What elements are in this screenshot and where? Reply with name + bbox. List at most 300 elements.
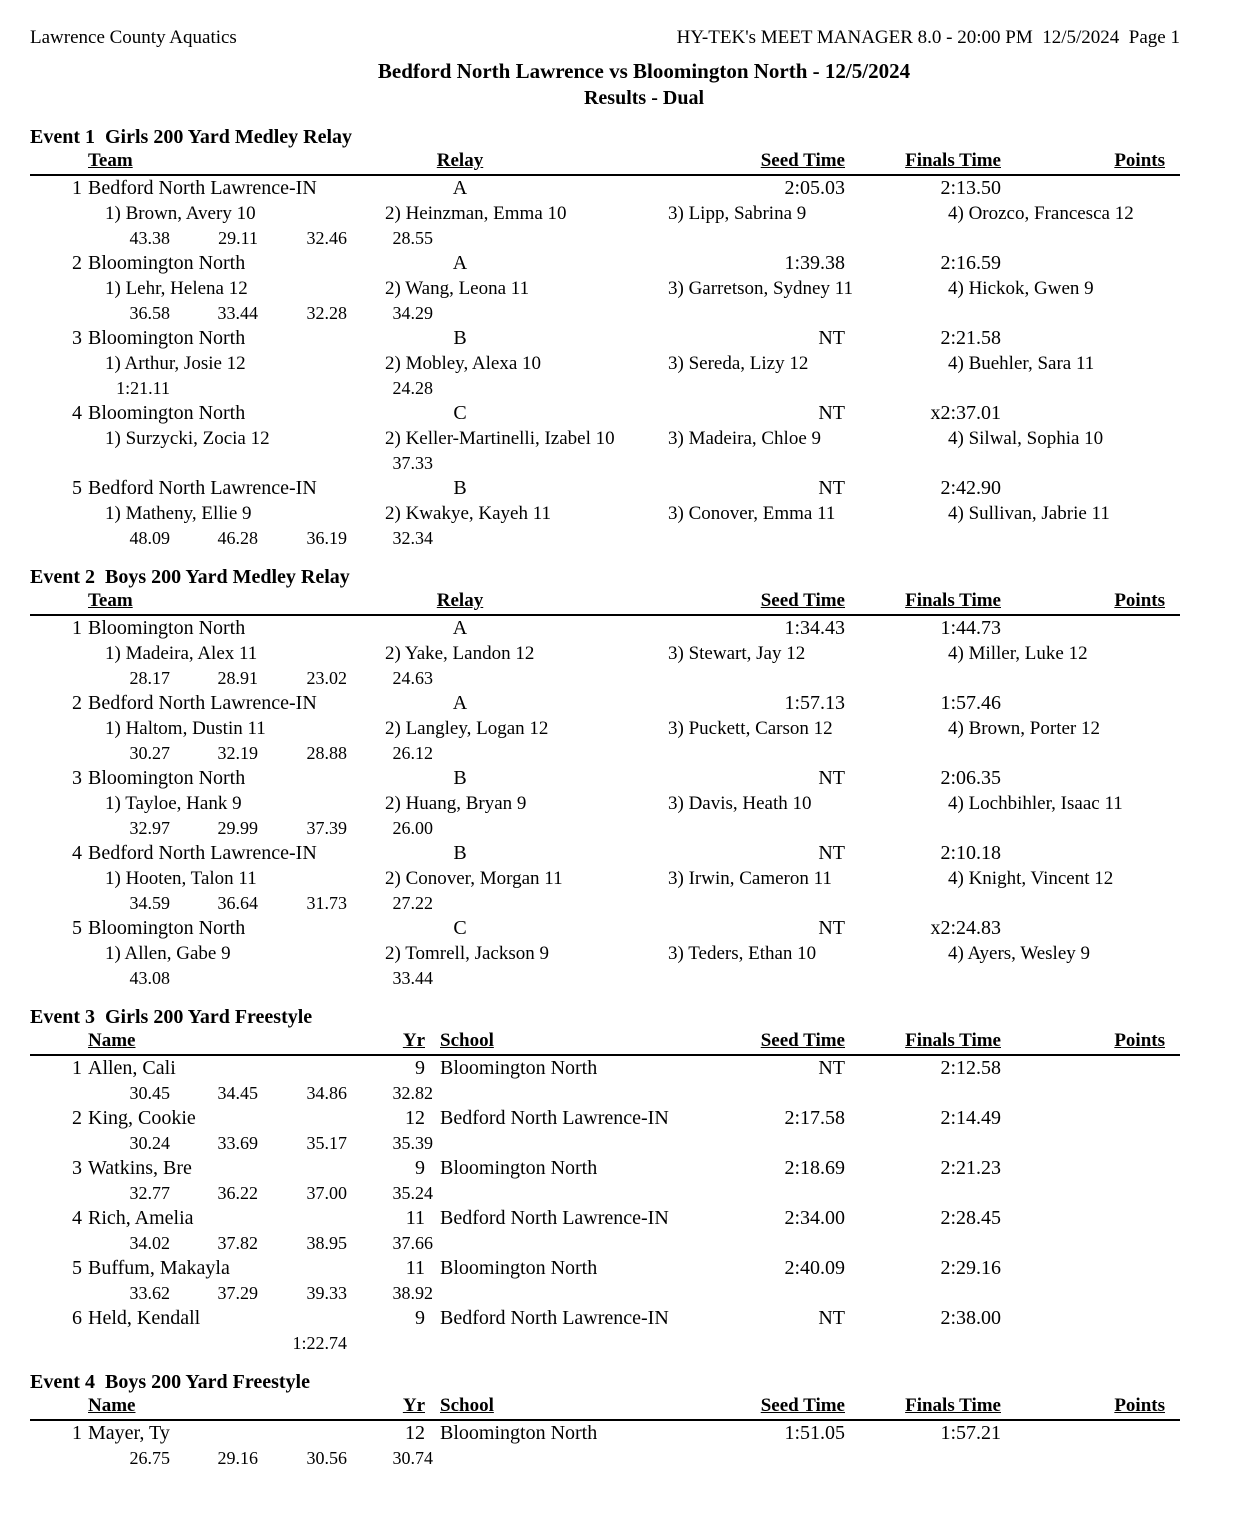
swimmer: 1) Hooten, Talon 11: [105, 868, 257, 889]
split-time: [258, 376, 347, 401]
points-value: [1001, 616, 1165, 641]
school-name: Bedford North Lawrence-IN: [440, 1107, 669, 1129]
seed-time: 2:18.69: [784, 1157, 845, 1179]
swimmer: 2) Huang, Bryan 9: [385, 793, 527, 814]
points-value: [1001, 326, 1165, 351]
rank: 1: [72, 177, 82, 199]
points-value: [1001, 1156, 1165, 1181]
event-title: Event 3 Girls 200 Yard Freestyle: [30, 1006, 313, 1028]
split-time: 32.19: [217, 743, 258, 763]
relay-swimmers: [30, 716, 1258, 741]
split-times: [30, 301, 1258, 326]
swimmer: 1) Madeira, Alex 11: [105, 643, 258, 664]
rank: 2: [72, 1107, 82, 1129]
column-header-points: Points: [1114, 590, 1165, 611]
rank: 5: [72, 917, 82, 939]
event-title: Event 2 Boys 200 Yard Medley Relay: [30, 566, 350, 588]
split-time: 32.97: [129, 818, 170, 838]
split-times: [30, 1081, 1258, 1106]
swimmer: 4) Hickok, Gwen 9: [948, 278, 1094, 299]
relay-swimmers: [30, 791, 1258, 816]
event-title: Event 1 Girls 200 Yard Medley Relay: [30, 126, 353, 148]
event-2-section: [30, 564, 1258, 991]
finals-time: 2:42.90: [940, 477, 1001, 499]
event-title: Event 4 Boys 200 Yard Freestyle: [30, 1371, 310, 1393]
rank: 3: [72, 767, 82, 789]
split-time: 37.00: [306, 1183, 347, 1203]
column-header-team: Team: [88, 590, 133, 611]
result-row: [30, 401, 1258, 426]
result-row: [30, 691, 1258, 716]
swimmer: 3) Conover, Emma 11: [668, 503, 836, 524]
team-name: Bedford North Lawrence-IN: [88, 177, 317, 199]
split-time: 36.64: [217, 893, 258, 913]
swimmer: 2) Heinzman, Emma 10: [385, 203, 567, 224]
swimmer-name: Rich, Amelia: [88, 1207, 194, 1229]
swimmer: 3) Davis, Heath 10: [668, 793, 812, 814]
rank: 4: [72, 402, 82, 424]
swimmer: 4) Brown, Porter 12: [948, 718, 1100, 739]
swimmer: 4) Miller, Luke 12: [948, 643, 1088, 664]
split-times: [30, 1181, 1258, 1206]
meet-title: Bedford North Lawrence vs Bloomington North - 12/5/2024: [377, 59, 911, 83]
seed-time: 2:40.09: [784, 1257, 845, 1279]
split-times: [30, 1331, 1258, 1356]
result-row: [30, 766, 1258, 791]
school-name: Bloomington North: [440, 1422, 598, 1444]
seed-time: NT: [818, 842, 845, 864]
relay-swimmers: [30, 351, 1258, 376]
split-time: 34.29: [392, 303, 433, 323]
split-times: [30, 1231, 1258, 1256]
split-time: 38.95: [306, 1233, 347, 1253]
rank-column-spacer: [30, 590, 82, 612]
school-name: Bedford North Lawrence-IN: [440, 1207, 669, 1229]
column-header-finals-time: Finals Time: [905, 1395, 1001, 1416]
event-3-section: [30, 1004, 1258, 1356]
split-time: 30.56: [306, 1448, 347, 1468]
column-header-yr: Yr: [402, 1395, 425, 1416]
finals-time: 2:10.18: [940, 842, 1001, 864]
rank-column-spacer: [30, 150, 82, 172]
result-row: [30, 176, 1258, 201]
split-time: [347, 1331, 433, 1356]
swimmer: 3) Stewart, Jay 12: [668, 643, 806, 664]
split-time: 24.28: [392, 378, 433, 398]
rank: 1: [72, 617, 82, 639]
seed-time: 2:17.58: [784, 1107, 845, 1129]
rank: 5: [72, 1257, 82, 1279]
swimmer-name: Mayer, Ty: [88, 1422, 170, 1444]
column-header-relay: Relay: [436, 150, 484, 171]
split-time: [170, 451, 258, 476]
swimmer-year: 9: [415, 1057, 425, 1079]
split-time: 24.63: [392, 668, 433, 688]
relay-letter: B: [453, 767, 467, 789]
split-time: 46.28: [217, 528, 258, 548]
result-row: [30, 326, 1258, 351]
result-row: [30, 1206, 1258, 1231]
column-header-school: School: [440, 1395, 494, 1416]
split-time: 28.91: [217, 668, 258, 688]
points-value: [1001, 1206, 1165, 1231]
points-value: [1001, 1106, 1165, 1131]
points-value: [1001, 691, 1165, 716]
column-header-school: School: [440, 1030, 494, 1051]
split-time: 37.66: [392, 1233, 433, 1253]
seed-time: 1:34.43: [784, 617, 845, 639]
split-time: 26.00: [392, 818, 433, 838]
split-time: 29.99: [217, 818, 258, 838]
seed-time: NT: [818, 327, 845, 349]
finals-time: 2:21.58: [940, 327, 1001, 349]
column-header-seed-time: Seed Time: [760, 1395, 845, 1416]
split-time: [170, 1331, 258, 1356]
team-name: Bloomington North: [88, 327, 246, 349]
result-row: [30, 841, 1258, 866]
split-times: [30, 226, 1258, 251]
relay-letter: A: [452, 692, 468, 714]
swimmer-name: Watkins, Bre: [88, 1157, 192, 1179]
seed-time: NT: [818, 917, 845, 939]
swimmer: 4) Knight, Vincent 12: [948, 868, 1114, 889]
split-time: 39.33: [306, 1283, 347, 1303]
column-header-finals-time: Finals Time: [905, 150, 1001, 171]
swimmer: 4) Orozco, Francesca 12: [948, 203, 1134, 224]
split-times: [30, 741, 1258, 766]
column-header-finals-time: Finals Time: [905, 1030, 1001, 1051]
column-header-relay: Relay: [436, 590, 484, 611]
swimmer-year: 11: [405, 1207, 425, 1229]
split-time: [170, 966, 258, 991]
relay-letter: A: [452, 177, 468, 199]
swimmer: 3) Irwin, Cameron 11: [668, 868, 832, 889]
rank: 1: [72, 1057, 82, 1079]
seed-time: 1:57.13: [784, 692, 845, 714]
split-time: 23.02: [306, 668, 347, 688]
swimmer: 2) Mobley, Alexa 10: [385, 353, 542, 374]
rank-column-spacer: [30, 1030, 82, 1052]
result-row: [30, 476, 1258, 501]
column-header-yr: Yr: [402, 1030, 425, 1051]
event-4-header-row: [30, 1395, 1180, 1421]
relay-letter: B: [453, 477, 467, 499]
split-times: [30, 966, 1258, 991]
finals-time: x2:24.83: [930, 917, 1001, 939]
relay-swimmers: [30, 866, 1258, 891]
finals-time: 2:29.16: [940, 1257, 1001, 1279]
finals-time: 1:57.46: [940, 692, 1001, 714]
swimmer: 1) Lehr, Helena 12: [105, 278, 248, 299]
swimmer-year: 12: [405, 1422, 425, 1444]
split-time: [258, 451, 347, 476]
split-time: 29.16: [217, 1448, 258, 1468]
event-2-header-row: [30, 590, 1180, 616]
team-name: Bloomington North: [88, 917, 246, 939]
relay-swimmers: [30, 201, 1258, 226]
split-time: 37.39: [306, 818, 347, 838]
team-name: Bloomington North: [88, 402, 246, 424]
column-header-name: Name: [88, 1030, 136, 1051]
split-time: 35.17: [306, 1133, 347, 1153]
swimmer-name: Held, Kendall: [88, 1307, 201, 1329]
points-value: [1001, 1056, 1165, 1081]
swimmer-name: Buffum, Makayla: [88, 1257, 230, 1279]
split-time: 26.12: [392, 743, 433, 763]
split-time: 37.33: [392, 453, 433, 473]
split-times: [30, 526, 1258, 551]
points-value: [1001, 766, 1165, 791]
split-time: 29.11: [218, 228, 258, 248]
swimmer: 2) Yake, Landon 12: [385, 643, 535, 664]
split-time: 26.75: [129, 1448, 170, 1468]
points-value: [1001, 841, 1165, 866]
split-times: [30, 1446, 1258, 1471]
split-time: 37.29: [217, 1283, 258, 1303]
team-name: Bedford North Lawrence-IN: [88, 477, 317, 499]
relay-swimmers: [30, 276, 1258, 301]
swimmer: 2) Tomrell, Jackson 9: [385, 943, 550, 964]
rank: 2: [72, 252, 82, 274]
column-header-seed-time: Seed Time: [760, 590, 845, 611]
split-times: [30, 1281, 1258, 1306]
split-time: [170, 376, 258, 401]
split-time: 33.44: [217, 303, 258, 323]
report-info: HY-TEK's MEET MANAGER 8.0 - 20:00 PM 12/5/2024 Page 1: [676, 27, 1180, 48]
seed-time: NT: [818, 1057, 845, 1079]
split-time: 30.27: [129, 743, 170, 763]
relay-letter: A: [452, 617, 468, 639]
school-name: Bloomington North: [440, 1157, 598, 1179]
swimmer: 3) Puckett, Carson 12: [668, 718, 833, 739]
swimmer-name: King, Cookie: [88, 1107, 196, 1129]
split-time: 37.82: [217, 1233, 258, 1253]
split-time: 33.62: [129, 1283, 170, 1303]
team-name: Bloomington North: [88, 252, 246, 274]
finals-time: 2:13.50: [940, 177, 1001, 199]
relay-letter: C: [453, 917, 467, 939]
finals-time: 2:28.45: [940, 1207, 1001, 1229]
event-1-header-row: [30, 150, 1180, 176]
event-1-section: [30, 124, 1258, 551]
rank-column-spacer: [30, 1395, 82, 1417]
result-row: [30, 1421, 1258, 1446]
swimmer: 4) Sullivan, Jabrie 11: [948, 503, 1110, 524]
swimmer: 1) Allen, Gabe 9: [105, 943, 231, 964]
result-row: [30, 916, 1258, 941]
rank: 3: [72, 327, 82, 349]
swimmer: 3) Sereda, Lizy 12: [668, 353, 809, 374]
rank: 2: [72, 692, 82, 714]
finals-time: 1:44.73: [940, 617, 1001, 639]
split-time: 30.74: [392, 1448, 433, 1468]
split-time: 32.82: [392, 1083, 433, 1103]
split-time: 36.22: [217, 1183, 258, 1203]
split-time: 36.58: [129, 303, 170, 323]
seed-time: NT: [818, 767, 845, 789]
finals-time: 2:38.00: [940, 1307, 1001, 1329]
finals-time: 1:57.21: [940, 1422, 1001, 1444]
relay-letter: B: [453, 842, 467, 864]
split-time: 38.92: [392, 1283, 433, 1303]
relay-swimmers: [30, 501, 1258, 526]
split-time: 34.59: [129, 893, 170, 913]
points-value: [1001, 176, 1165, 201]
seed-time: 1:51.05: [784, 1422, 845, 1444]
split-times: [30, 376, 1258, 401]
split-time: 27.22: [392, 893, 433, 913]
seed-time: 2:34.00: [784, 1207, 845, 1229]
points-value: [1001, 1306, 1165, 1331]
column-header-team: Team: [88, 150, 133, 171]
event-3-header-row: [30, 1030, 1180, 1056]
column-header-finals-time: Finals Time: [905, 590, 1001, 611]
column-header-points: Points: [1114, 1395, 1165, 1416]
points-value: [1001, 1256, 1165, 1281]
event-4-section: [30, 1369, 1258, 1471]
split-times: [30, 816, 1258, 841]
split-time: 32.77: [129, 1183, 170, 1203]
relay-swimmers: [30, 941, 1258, 966]
swimmer: 1) Surzycki, Zocia 12: [105, 428, 270, 449]
swimmer: 1) Haltom, Dustin 11: [105, 718, 266, 739]
points-value: [1001, 401, 1165, 426]
result-row: [30, 1256, 1258, 1281]
swimmer-year: 9: [415, 1157, 425, 1179]
swimmer: 1) Tayloe, Hank 9: [105, 793, 242, 814]
rank: 4: [72, 1207, 82, 1229]
result-row: [30, 1106, 1258, 1131]
team-name: Bloomington North: [88, 617, 246, 639]
rank: 3: [72, 1157, 82, 1179]
seed-time: NT: [818, 402, 845, 424]
relay-swimmers: [30, 426, 1258, 451]
points-value: [1001, 476, 1165, 501]
split-time: [30, 451, 170, 476]
school-name: Bloomington North: [440, 1057, 598, 1079]
swimmer-name: Allen, Cali: [88, 1057, 176, 1079]
split-times: [30, 451, 1258, 476]
swimmer-year: 12: [405, 1107, 425, 1129]
finals-time: 2:16.59: [940, 252, 1001, 274]
swimmer: 2) Conover, Morgan 11: [385, 868, 563, 889]
split-time: 48.09: [129, 528, 170, 548]
finals-time: x2:37.01: [930, 402, 1001, 424]
swimmer: 1) Arthur, Josie 12: [105, 353, 246, 374]
split-time: 28.17: [129, 668, 170, 688]
swimmer: 3) Garretson, Sydney 11: [668, 278, 854, 299]
swimmer: 2) Langley, Logan 12: [385, 718, 549, 739]
finals-time: 2:06.35: [940, 767, 1001, 789]
result-row: [30, 616, 1258, 641]
swimmer: 2) Wang, Leona 11: [385, 278, 530, 299]
seed-time: 1:39.38: [784, 252, 845, 274]
seed-time: NT: [818, 477, 845, 499]
swimmer: 2) Kwakye, Kayeh 11: [385, 503, 552, 524]
split-times: [30, 891, 1258, 916]
relay-letter: A: [452, 252, 468, 274]
finals-time: 2:12.58: [940, 1057, 1001, 1079]
split-times: [30, 1131, 1258, 1156]
split-time: 36.19: [306, 528, 347, 548]
column-header-name: Name: [88, 1395, 136, 1416]
result-row: [30, 1306, 1258, 1331]
column-header-points: Points: [1114, 150, 1165, 171]
split-time: 33.69: [217, 1133, 258, 1153]
points-value: [1001, 916, 1165, 941]
swimmer: 3) Teders, Ethan 10: [668, 943, 817, 964]
split-time: 30.24: [129, 1133, 170, 1153]
column-header-seed-time: Seed Time: [760, 1030, 845, 1051]
swimmer-year: 11: [405, 1257, 425, 1279]
split-times: [30, 666, 1258, 691]
page-header: [30, 26, 1180, 50]
school-name: Bedford North Lawrence-IN: [440, 1307, 669, 1329]
split-time: 34.02: [129, 1233, 170, 1253]
split-time: 35.24: [392, 1183, 433, 1203]
team-name: Bedford North Lawrence-IN: [88, 842, 317, 864]
points-value: [1001, 1421, 1165, 1446]
result-row: [30, 1056, 1258, 1081]
finals-time: 2:21.23: [940, 1157, 1001, 1179]
swimmer-year: 9: [415, 1307, 425, 1329]
swimmer: 2) Keller-Martinelli, Izabel 10: [385, 428, 615, 449]
result-row: [30, 1156, 1258, 1181]
split-time: 43.38: [129, 228, 170, 248]
school-name: Bloomington North: [440, 1257, 598, 1279]
organization-name: Lawrence County Aquatics: [30, 27, 237, 48]
seed-time: 2:05.03: [784, 177, 845, 199]
swimmer: 4) Buehler, Sara 11: [948, 353, 1095, 374]
relay-swimmers: [30, 641, 1258, 666]
swimmer: 1) Matheny, Ellie 9: [105, 503, 252, 524]
swimmer: 1) Brown, Avery 10: [105, 203, 256, 224]
team-name: Bloomington North: [88, 767, 246, 789]
split-time: 32.28: [306, 303, 347, 323]
swimmer: 4) Lochbihler, Isaac 11: [948, 793, 1123, 814]
split-time: 1:21.11: [116, 378, 170, 398]
rank: 1: [72, 1422, 82, 1444]
split-time: 1:22.74: [292, 1333, 347, 1353]
split-time: 31.73: [306, 893, 347, 913]
report-subtitle: Results - Dual: [583, 87, 704, 109]
relay-letter: B: [453, 327, 467, 349]
split-time: 34.86: [306, 1083, 347, 1103]
swimmer: 4) Ayers, Wesley 9: [948, 943, 1091, 964]
split-time: [30, 1331, 170, 1356]
split-time: 32.46: [306, 228, 347, 248]
rank: 5: [72, 477, 82, 499]
rank: 4: [72, 842, 82, 864]
swimmer: 3) Madeira, Chloe 9: [668, 428, 822, 449]
relay-letter: C: [453, 402, 467, 424]
split-time: 34.45: [217, 1083, 258, 1103]
split-time: 28.55: [392, 228, 433, 248]
swimmer: 3) Lipp, Sabrina 9: [668, 203, 807, 224]
split-time: [258, 966, 347, 991]
swimmer: 4) Silwal, Sophia 10: [948, 428, 1104, 449]
team-name: Bedford North Lawrence-IN: [88, 692, 317, 714]
result-row: [30, 251, 1258, 276]
column-header-points: Points: [1114, 1030, 1165, 1051]
split-time: 32.34: [392, 528, 433, 548]
split-time: 33.44: [392, 968, 433, 988]
split-time: 35.39: [392, 1133, 433, 1153]
finals-time: 2:14.49: [940, 1107, 1001, 1129]
points-value: [1001, 251, 1165, 276]
seed-time: NT: [818, 1307, 845, 1329]
rank: 6: [72, 1307, 82, 1329]
